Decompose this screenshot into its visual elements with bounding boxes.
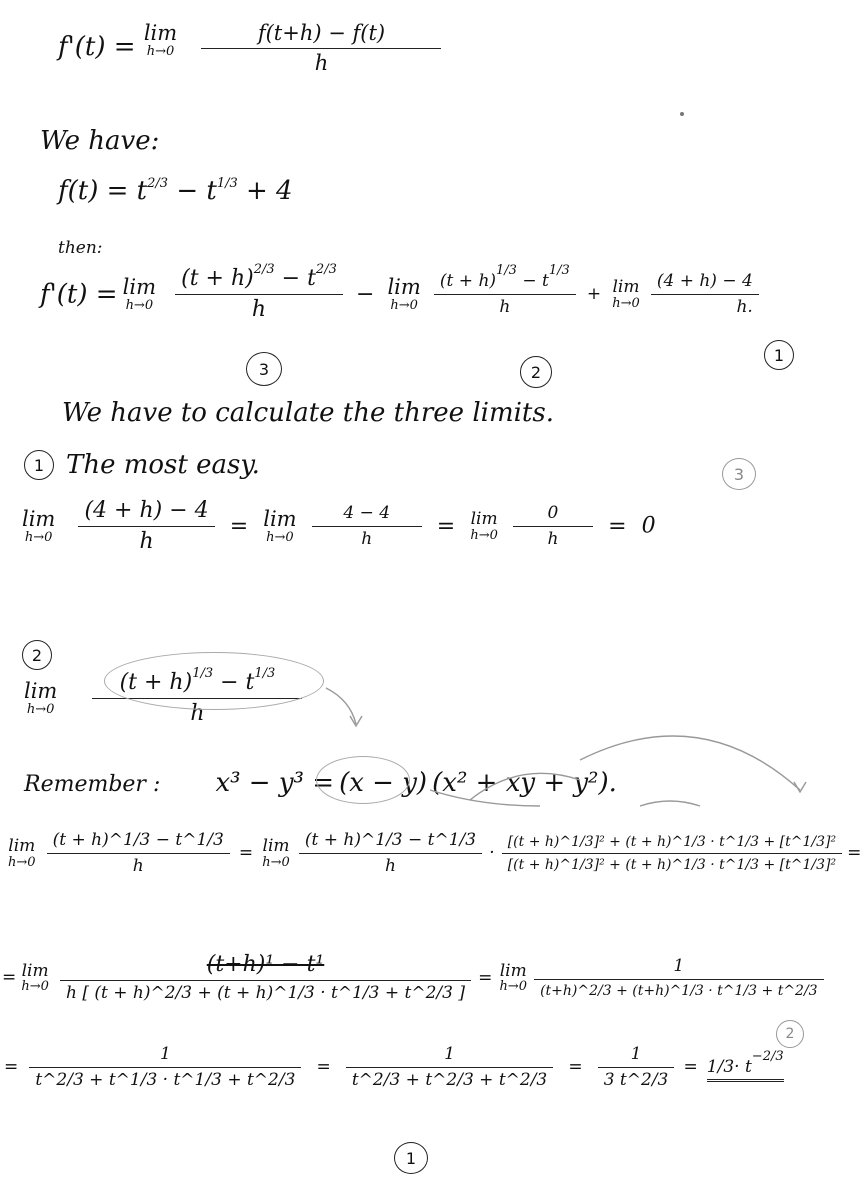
lim-word: lim (22, 506, 56, 531)
fraction-denominator: 3 t^2/3 (603, 1070, 669, 1090)
function-mid: − t (176, 176, 217, 206)
lim-subscript: h→0 (24, 529, 53, 545)
remember-factor2: (x² + xy + y²). (432, 768, 617, 798)
fraction-denominator: h (251, 297, 267, 322)
fraction-numerator: 1 (673, 956, 685, 976)
step1-title: The most easy. (66, 450, 260, 480)
equals-sign: = (478, 967, 493, 988)
num-tail: − t (220, 670, 255, 695)
exponent: 1/3 (216, 176, 238, 191)
we-have-label: We have: (40, 126, 160, 156)
exponent: 1/3 (254, 666, 276, 681)
lim-word: lim (143, 21, 178, 45)
result-base: · t (734, 1057, 752, 1077)
fraction-numerator: (4 + h) − 4 (84, 498, 209, 523)
lim-word: lim (122, 274, 157, 299)
multiply-dot: · (489, 843, 495, 863)
lim-word: lim (24, 678, 58, 703)
lim-word: lim (21, 960, 49, 981)
step1-result: 0 (641, 513, 656, 539)
fraction-numerator: 1 (159, 1044, 171, 1064)
num-tail: − t (281, 266, 316, 291)
lim-subscript: h→0 (125, 297, 154, 313)
arrowhead (350, 716, 362, 726)
fraction-numerator: 4 − 4 (343, 503, 391, 523)
lim-subscript: h→0 (499, 979, 527, 995)
arrow-factor-link (470, 773, 580, 800)
equals-sign: = (847, 843, 861, 863)
lim-subscript: h→0 (262, 854, 290, 870)
equals-sign: = (683, 1057, 698, 1077)
fraction-numerator: (4 + h) − 4 (656, 271, 753, 291)
minus-sign: − (355, 281, 375, 307)
arrow-x2-link (430, 790, 540, 806)
equals-sign: = (238, 843, 254, 863)
lim-word: lim (470, 509, 498, 529)
function-tail: + 4 (246, 176, 293, 206)
fraction-denominator: h (547, 529, 559, 549)
then-label: then: (58, 238, 103, 258)
fraction-denominator: h. (736, 297, 753, 317)
lim-word: lim (612, 277, 640, 297)
exponent: 1/3 (192, 666, 214, 681)
exponent: 2/3 (315, 262, 337, 277)
fraction-numerator: [(t + h)^1/3]² + (t + h)^1/3 · t^1/3 + [t^1/3]² (507, 834, 837, 850)
circle-marker-1: 1 (764, 340, 794, 370)
fraction-numerator: (t + h)^1/3 − t^1/3 (52, 830, 224, 850)
lim-word: lim (387, 274, 421, 299)
fraction-denominator: h (314, 50, 329, 75)
fraction-numerator: (t + h)^1/3 − t^1/3 (304, 830, 477, 850)
fraction-numerator: 1 (630, 1044, 642, 1064)
lim-word: lim (499, 960, 527, 981)
lim-word: lim (262, 836, 290, 856)
fraction-denominator: h (361, 529, 373, 549)
result-exponent: −2/3 (751, 1049, 784, 1064)
exponent: 2/3 (147, 176, 169, 191)
fraction-numerator: f(t+h) − f(t) (257, 20, 386, 45)
circle-marker-2: 2 (520, 356, 552, 388)
circle-marker-3: 3 (246, 352, 282, 386)
lim-word: lim (263, 506, 297, 531)
fraction-denominator: [(t + h)^1/3]² + (t + h)^1/3 · t^1/3 + [t^1/3]² (507, 857, 837, 873)
fraction-denominator: h (139, 529, 154, 554)
remember-factor1: (x − y) (339, 768, 428, 798)
fraction-denominator: (t+h)^2/3 + (t+h)^1/3 · t^1/3 + t^2/3 (540, 983, 818, 999)
exponent: 1/3 (496, 263, 517, 278)
lim-subscript: h→0 (470, 527, 498, 543)
final-circle2-gray: 2 (776, 1020, 804, 1048)
equals-sign: = (608, 513, 627, 539)
exponent: 1/3 (548, 263, 570, 278)
num-base: (t + h) (119, 670, 193, 695)
equals-sign: = (436, 513, 456, 539)
fraction-denominator: h [ (t + h)^2/3 + (t + h)^1/3 · t^1/3 + t^2/3 ] (65, 983, 465, 1003)
lim-subscript: h→0 (266, 529, 294, 545)
final-circle1: 1 (394, 1142, 428, 1174)
definition-lhs: f'(t) = (58, 32, 136, 63)
fraction-denominator: t^2/3 + t^2/3 + t^2/3 (351, 1070, 548, 1090)
lim-subscript: h→0 (21, 979, 49, 995)
num-tail: − t (522, 271, 549, 291)
arrow-ysq-link (580, 736, 800, 790)
fraction-denominator: h (385, 856, 396, 876)
fraction-denominator: h (132, 856, 144, 876)
derivative-lhs: f'(t) = (40, 279, 118, 310)
equals-sign: = (2, 967, 17, 988)
fraction-numerator: 0 (547, 503, 559, 523)
fraction-denominator: t^2/3 + t^1/3 · t^1/3 + t^2/3 (35, 1070, 296, 1090)
num-base: (t + h) (439, 271, 497, 291)
fraction-numerator: 1 (444, 1044, 455, 1064)
step2-circle: 2 (22, 640, 52, 670)
lim-subscript: h→0 (390, 297, 418, 313)
function-lhs: f(t) = t (58, 176, 148, 206)
step1-circle3-gray: 3 (722, 458, 756, 490)
lim-subscript: h→0 (8, 854, 36, 870)
num-base: (t + h) (181, 266, 254, 291)
fraction-denominator: h (190, 701, 205, 726)
fraction-numerator: (t+h)¹ − t¹ (206, 952, 325, 977)
equals-sign: = (229, 513, 249, 539)
fraction-denominator: h (499, 297, 511, 317)
three-limits-note: We have to calculate the three limits. (62, 398, 554, 428)
equals-sign: = (4, 1057, 19, 1077)
arrow-xy-link (640, 801, 700, 806)
remember-label: Remember : (24, 772, 161, 797)
lim-subscript: h→0 (146, 44, 175, 60)
lim-word: lim (8, 836, 36, 856)
equals-sign: = (316, 1057, 331, 1077)
lim-subscript: h→0 (612, 295, 640, 311)
lim-subscript: h→0 (26, 701, 55, 717)
step1-circle: 1 (24, 450, 54, 480)
exponent: 2/3 (253, 262, 275, 277)
result-coefficient: 1/3 (706, 1057, 735, 1077)
equals-sign: = (568, 1057, 583, 1077)
remember-lhs: x³ − y³ = (215, 768, 335, 798)
plus-sign: + (586, 284, 602, 304)
